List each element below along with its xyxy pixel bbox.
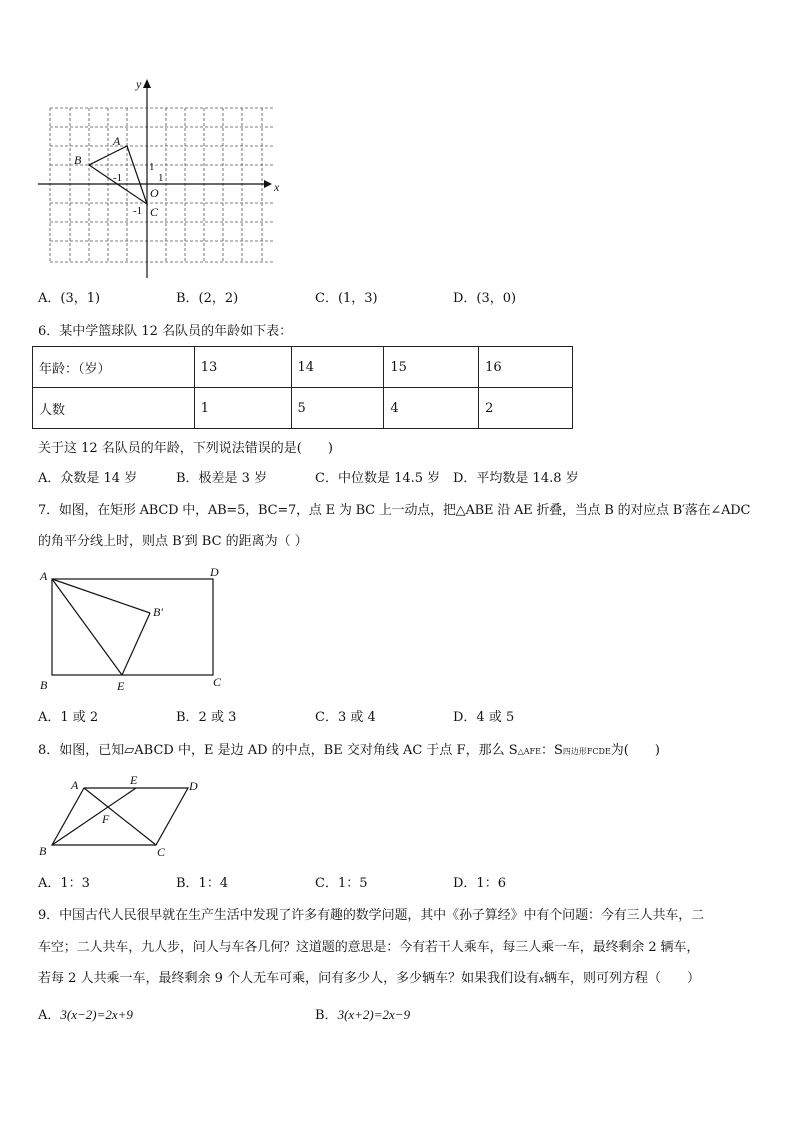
q8-label-f: F [102, 812, 110, 826]
q7-label-a: A [40, 569, 48, 583]
q7-label-d: D [210, 565, 219, 579]
q6-option-b[interactable]: B．极差是 3 岁 [176, 471, 268, 486]
table-cell: 4 [384, 388, 479, 429]
q8-stem-mid: ：S [540, 743, 563, 758]
q7-label-b: B [40, 678, 48, 692]
q7-option-a[interactable]: A．1 或 2 [38, 710, 99, 725]
q8-sub-fcde: 四边形FCDE [562, 747, 611, 756]
q9-option-b-equation: 3(x+2)=2x−9 [337, 1007, 411, 1022]
q5-option-d[interactable]: D．(3，0) [453, 291, 517, 306]
q9-variable-x: x [539, 973, 544, 985]
q9-line3-pre: 若每 2 人共乘一车，最终剩余 9 个人无车可乘，问有多少人，多少辆车？如果我们设有 [38, 971, 540, 986]
origin-label: O [150, 186, 159, 200]
table-cell: 1 [194, 388, 291, 429]
tick-y-1: 1 [149, 161, 155, 173]
q9-option-b[interactable] [315, 1008, 410, 1022]
q5-option-b[interactable]: B．(2，2) [176, 291, 239, 306]
q5-option-a[interactable]: A．(3，1) [38, 291, 101, 306]
q6-option-c[interactable]: C．中位数是 14.5 岁 [315, 471, 441, 486]
x-axis-label: x [274, 180, 280, 194]
q6-option-d[interactable]: D．平均数是 14.8 岁 [453, 471, 579, 486]
tick-x-neg1: -1 [113, 172, 123, 184]
q9-option-a-equation: 3(x−2)=2x+9 [60, 1007, 133, 1022]
q5-option-c[interactable]: C．(1，3) [315, 291, 378, 306]
y-axis-label: y [136, 77, 142, 91]
q8-label-e: E [130, 773, 138, 787]
q8-stem-post: 为( ) [610, 743, 660, 758]
q6-question: 关于这 12 名队员的年龄，下列说法错误的是( ) [38, 441, 333, 456]
q7-option-c[interactable]: C．3 或 4 [315, 710, 376, 725]
q9-line3-post: 辆车，则可列方程（ ） [543, 971, 700, 986]
table-cell: 15 [384, 347, 479, 388]
q7-label-b-prime: B′ [153, 605, 163, 619]
q6-stem: 6．某中学篮球队 12 名队员的年龄如下表： [38, 324, 293, 339]
point-c-label: C [150, 205, 159, 219]
q7-option-b[interactable]: B．2 或 3 [176, 710, 237, 725]
q9-line3 [38, 972, 700, 985]
q8-label-a: A [71, 778, 79, 792]
q9-option-a-label: A． [38, 1008, 61, 1023]
q8-sub-afe: △AFE [517, 747, 541, 756]
q9-option-a[interactable] [38, 1008, 133, 1022]
table-cell: 5 [291, 388, 384, 429]
table-cell: 14 [291, 347, 384, 388]
q8-stem-pre: 8．如图，已知▱ABCD 中，E 是边 AD 的中点，BE 交对角线 AC 于点 F，那么 S [38, 743, 518, 758]
q8-option-d[interactable]: D．1：6 [453, 876, 506, 891]
tick-y-neg1: -1 [133, 205, 143, 217]
q8-option-b[interactable]: B．1：4 [176, 876, 229, 891]
q9-line2: 车空；二人共车，九人步，问人与车各几何？这道题的意思是：今有若干人乘车，每三人乘一车，最终剩余 2 辆车， [38, 940, 700, 955]
q7-stem-line2: 的角平分线上时，则点 B′到 BC 的距离为（ ） [38, 534, 308, 549]
table-cell: 人数 [33, 388, 195, 429]
point-b-label: B [74, 153, 82, 167]
table-cell: 13 [194, 347, 291, 388]
point-a-label: A [113, 134, 121, 148]
table-cell: 16 [479, 347, 573, 388]
table-cell: 年龄：（岁） [33, 347, 195, 388]
q7-stem-line1: 7．如图，在矩形 ABCD 中，AB=5，BC=7，点 E 为 BC 上一动点，把△ABE 沿 AE 折叠，当点 B 的对应点 B′落在∠ADC [38, 503, 751, 518]
q8-label-d: D [189, 779, 198, 793]
q8-option-a[interactable]: A．1：3 [38, 876, 90, 891]
q9-option-b-label: B． [315, 1008, 338, 1023]
q8-label-b: B [39, 844, 47, 858]
q7-option-d[interactable]: D．4 或 5 [453, 710, 515, 725]
q7-label-c: C [213, 675, 222, 689]
q6-option-a[interactable]: A．众数是 14 岁 [38, 471, 138, 486]
table-cell: 2 [479, 388, 573, 429]
q9-line1: 9．中国古代人民很早就在生产生活中发现了许多有趣的数学问题，其中《孙子算经》中有个问题：今有三人共车，二 [38, 908, 705, 923]
q8-label-c: C [157, 845, 166, 859]
q8-option-c[interactable]: C．1：5 [315, 876, 368, 891]
q7-label-e: E [117, 679, 125, 693]
tick-x-1: 1 [158, 172, 164, 184]
